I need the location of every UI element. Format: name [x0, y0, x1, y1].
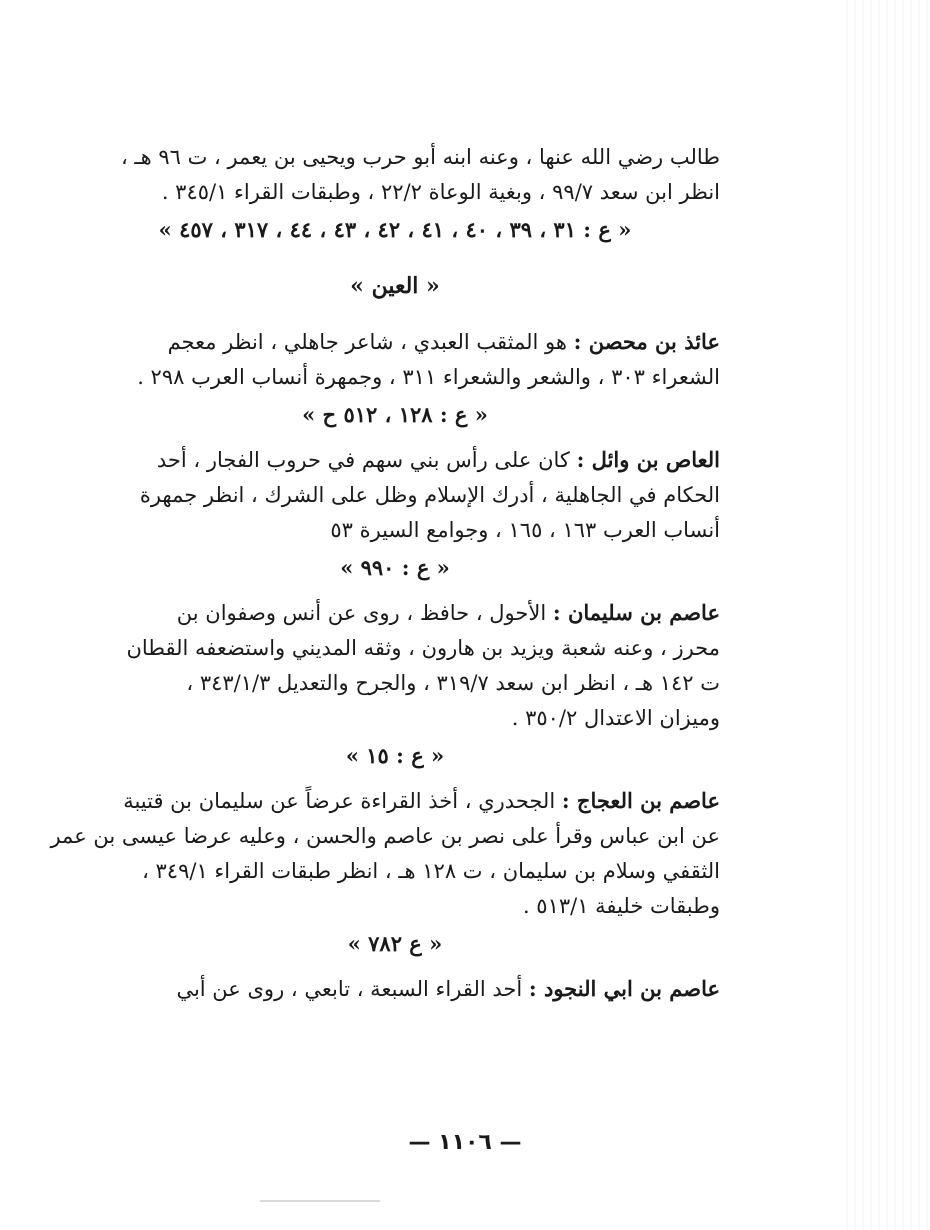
entry-name: عاصم بن ابي النجود :	[528, 976, 720, 1001]
intro-line: طالب رضي الله عنها ، وعنه ابنه أبو حرب ويحيى بن يعمر ، ت ٩٦ هـ ،	[120, 145, 720, 169]
entry-name: عائذ بن محصن :	[573, 329, 720, 354]
scan-edge-noise	[840, 0, 930, 1230]
entry-reference: « ع : ١٥ »	[345, 743, 445, 768]
page-body	[50, 140, 720, 1007]
page-number: — ١١٠٦ —	[408, 1130, 522, 1155]
entry-text: أحد القراء السبعة ، تابعي ، روى عن أبي	[176, 977, 523, 1001]
intro-line: انظر ابن سعد ٩٩/٧ ، وبغية الوعاة ٢٢/٢ ، وطبقات القراء ٣٤٥/١ .	[161, 180, 720, 204]
biography-entry	[70, 595, 720, 773]
section-title: « العين »	[350, 273, 440, 299]
entry-name: عاصم بن سليمان :	[552, 600, 720, 625]
entry-text: كان على رأس بني سهم في حروب الفجار ، أحد	[156, 448, 570, 472]
intro-reference: « ع : ٣١ ، ٣٩ ، ٤٠ ، ٤١ ، ٤٢ ، ٤٣ ، ٤٤ ، ٣١٧ ، ٤٥٧ »	[158, 217, 632, 242]
entry-reference: « ع ٧٨٢ »	[347, 931, 443, 956]
biography-entry	[70, 971, 720, 1007]
entry-name: العاص بن وائل :	[576, 447, 720, 472]
biography-entry	[50, 783, 720, 961]
entry-first-line	[70, 324, 720, 360]
entry-text: وطبقات خليفة ٥١٣/١ .	[522, 894, 720, 918]
entry-first-line	[70, 971, 720, 1007]
biography-entry	[70, 324, 720, 432]
entry-text: الشعراء ٣٠٣ ، والشعر والشعراء ٣١١ ، وجمهرة أنساب العرب ٢٩٨ .	[137, 365, 720, 389]
entry-text: وميزان الاعتدال ٣٥٠/٢ .	[511, 706, 720, 730]
entry-reference: « ع : ٩٩٠ »	[340, 555, 450, 580]
entry-text: عن ابن عباس وقرأ على نصر بن عاصم والحسن ، وعليه عرضا عيسى بن عمر	[50, 824, 720, 848]
entry-text: ت ١٤٢ هـ ، انظر ابن سعد ٣١٩/٧ ، والجرح والتعديل ٣٤٣/١/٣ ،	[186, 671, 720, 695]
entry-first-line	[70, 783, 720, 819]
entry-text: هو المثقب العبدي ، شاعر جاهلي ، انظر معجم	[167, 330, 567, 354]
scan-artifact	[260, 1200, 380, 1202]
entry-name: عاصم بن العجاج :	[561, 788, 720, 813]
entry-text: الجحدري ، أخذ القراءة عرضاً عن سليمان بن قتيبة	[123, 789, 556, 813]
entry-text: أنساب العرب ١٦٣ ، ١٦٥ ، وجوامع السيرة ٥٣	[330, 518, 720, 542]
entry-text: الحكام في الجاهلية ، أدرك الإسلام وظل على الشرك ، انظر جمهرة	[139, 483, 720, 507]
biography-entry	[70, 442, 720, 585]
entry-first-line	[70, 595, 720, 631]
entry-first-line	[70, 442, 720, 478]
entry-text: الثقفي وسلام بن سليمان ، ت ١٢٨ هـ ، انظر طبقات القراء ٣٤٩/١ ،	[142, 859, 720, 883]
entry-reference: « ع : ١٢٨ ، ٥١٢ ح »	[302, 402, 488, 427]
entry-text: محرز ، وعنه شعبة ويزيد بن هارون ، وثقه المديني واستضعفه القطان	[126, 636, 720, 660]
entry-text: الأحول ، حافظ ، روى عن أنس وصفوان بن	[176, 601, 547, 625]
